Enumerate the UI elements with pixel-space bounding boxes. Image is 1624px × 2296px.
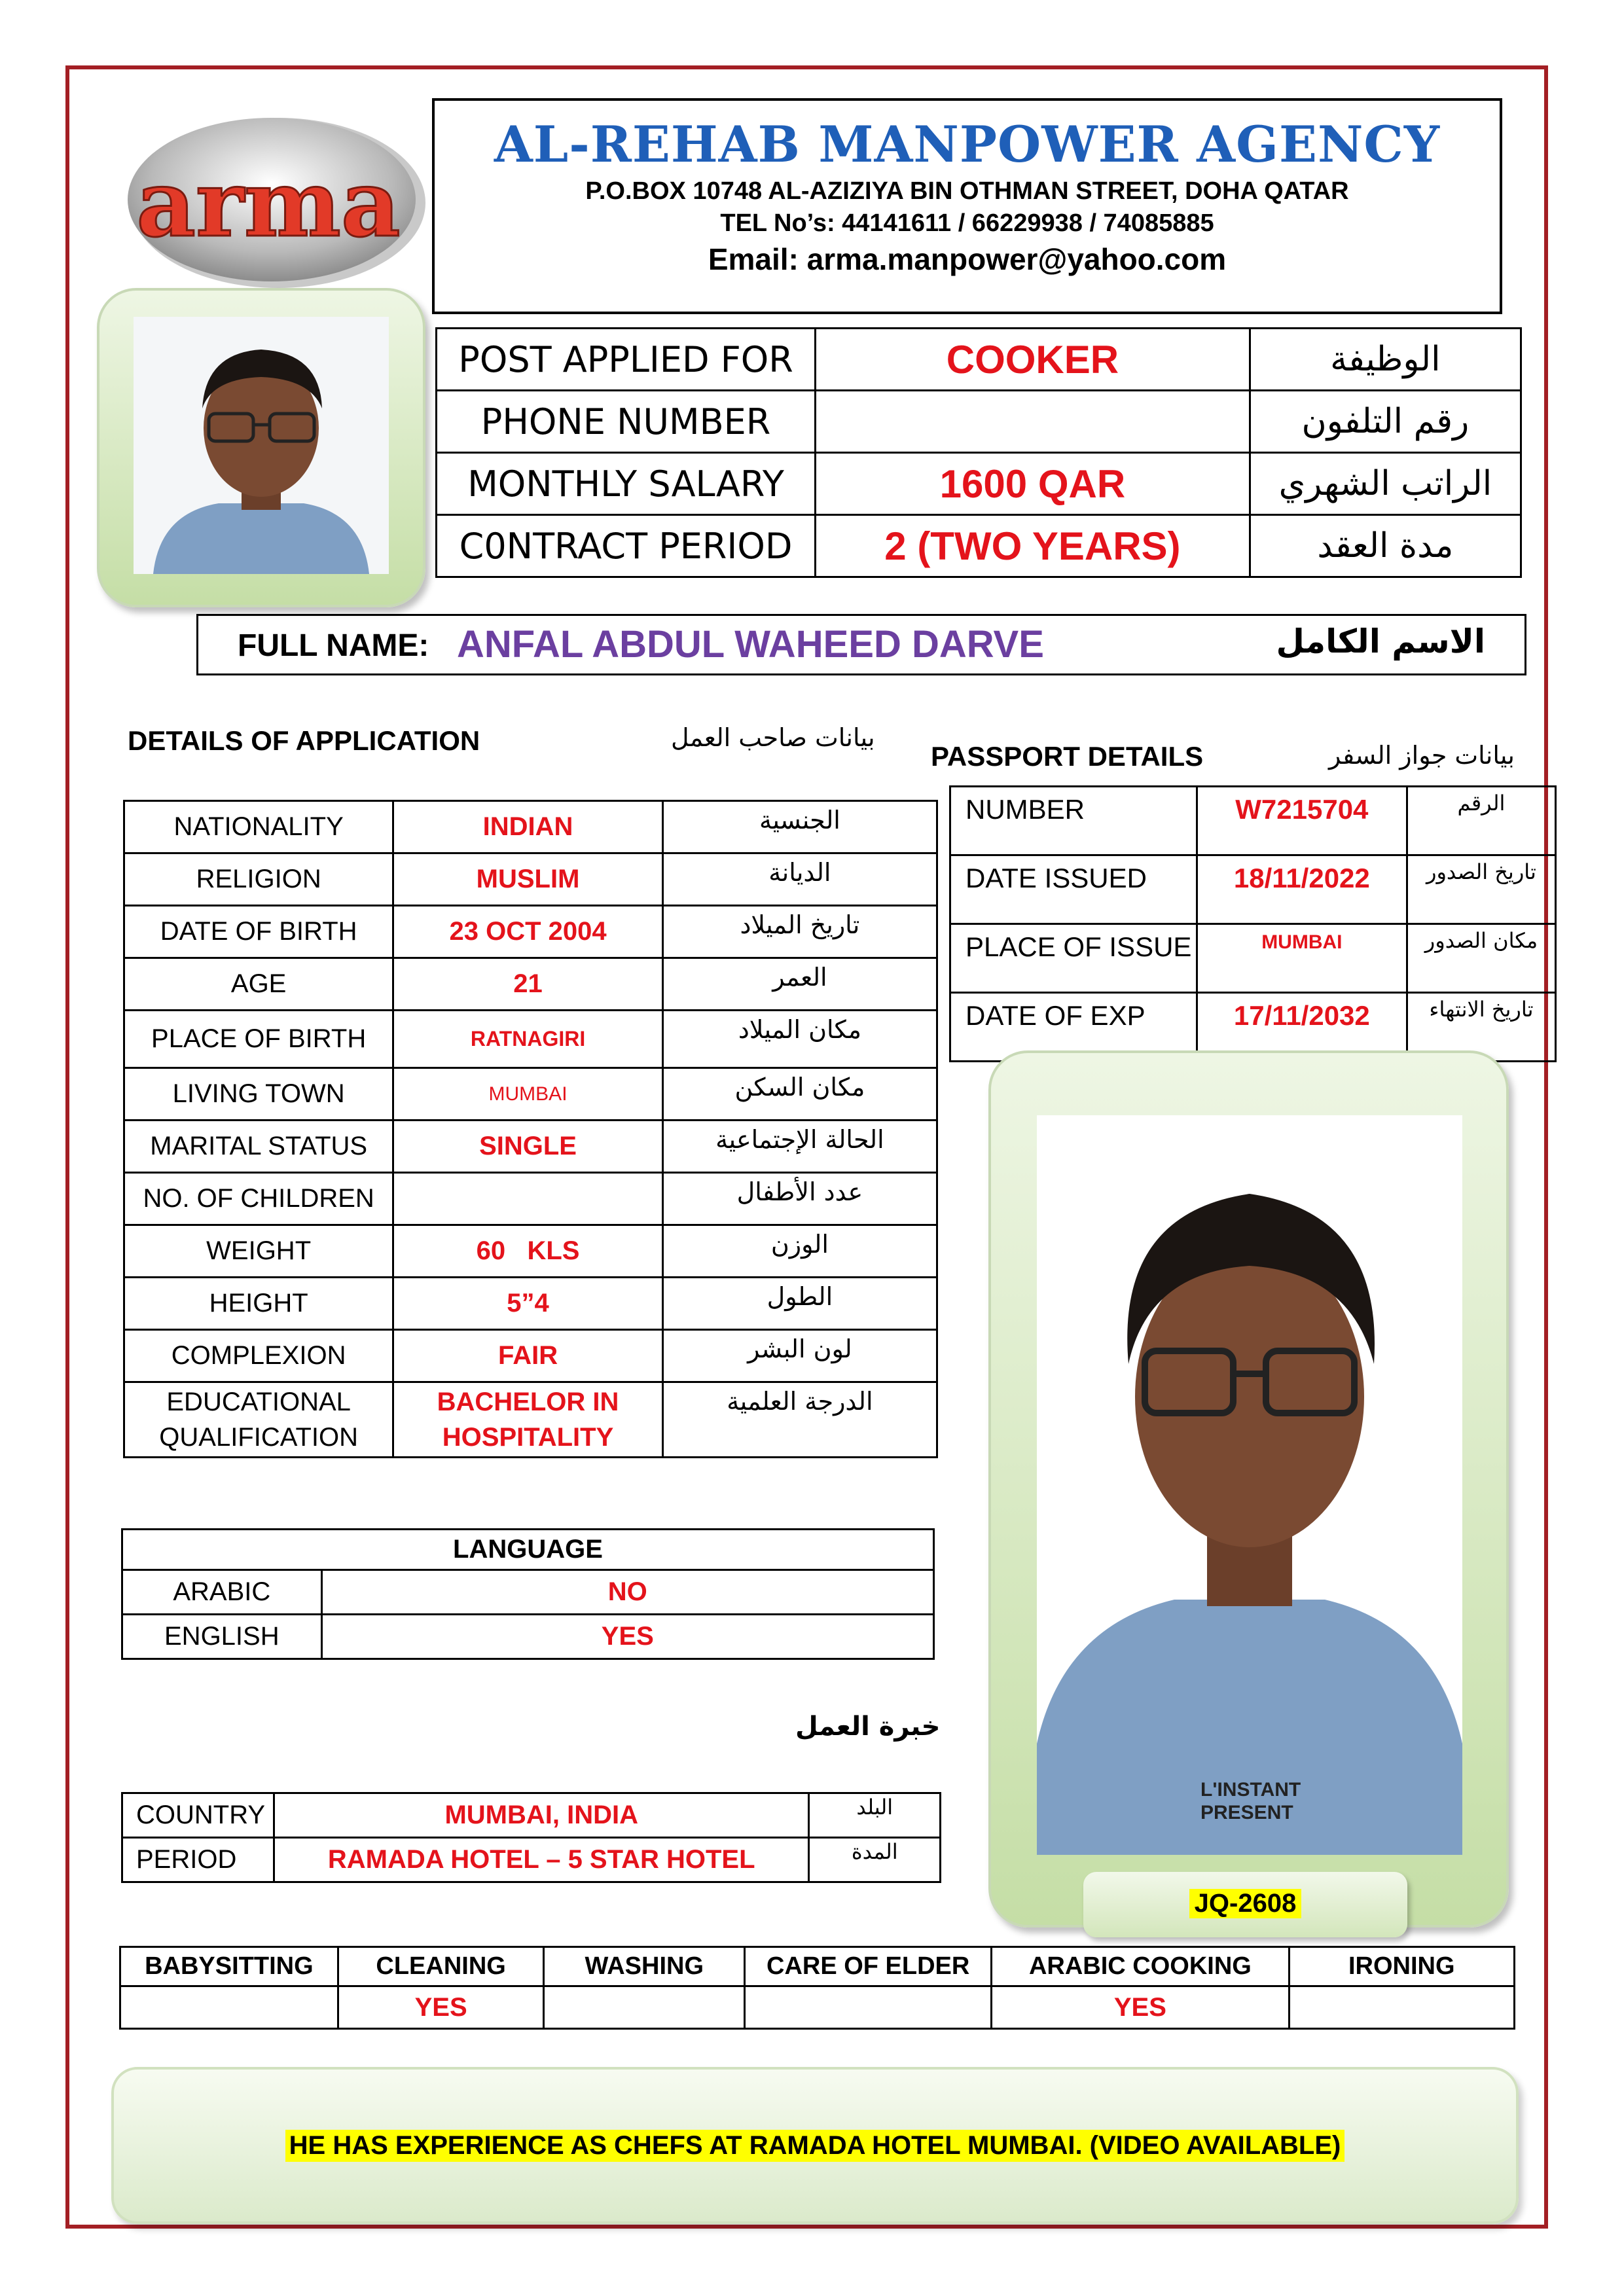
agency-name: AL-REHAB MANPOWER AGENCY xyxy=(494,115,1441,173)
language-table xyxy=(121,1528,935,1660)
table-row xyxy=(122,1838,941,1882)
skill-header: WASHING xyxy=(544,1947,745,1986)
passport-label: DATE OF EXP xyxy=(950,993,1197,1062)
skill-value xyxy=(120,1986,338,2029)
summary-label: MONTHLY SALARY xyxy=(437,453,816,515)
detail-label: AGE xyxy=(124,958,393,1011)
passport-arabic: مكان الصدور xyxy=(1407,924,1555,993)
experience-note: HE HAS EXPERIENCE AS CHEFS AT RAMADA HOTEL MUMBAI. (VIDEO AVAILABLE) xyxy=(285,2130,1345,2162)
summary-label: POST APPLIED FOR xyxy=(437,329,816,391)
person-portrait-small xyxy=(134,317,389,574)
skill-header: CARE OF ELDER xyxy=(745,1947,992,1986)
experience-value: RAMADA HOTEL – 5 STAR HOTEL xyxy=(274,1838,809,1882)
language-title: LANGUAGE xyxy=(122,1530,934,1570)
summary-arabic: الوظيفة xyxy=(1250,329,1521,391)
detail-label: DATE OF BIRTH xyxy=(124,906,393,958)
small-photo xyxy=(134,317,389,574)
table-row xyxy=(950,855,1556,924)
passport-title: PASSPORT DETAILS xyxy=(931,741,1204,772)
detail-value: RATNAGIRI xyxy=(393,1011,663,1068)
passport-value: MUMBAI xyxy=(1197,924,1407,993)
summary-label: PHONE NUMBER xyxy=(437,391,816,453)
language-label: ENGLISH xyxy=(122,1615,322,1659)
detail-label: NATIONALITY xyxy=(124,801,393,853)
detail-value: SINGLE xyxy=(393,1121,663,1173)
detail-arabic: مكان السكن xyxy=(662,1068,937,1121)
experience-value: MUMBAI, INDIA xyxy=(274,1793,809,1838)
detail-value: BACHELOR IN HOSPITALITY xyxy=(393,1382,663,1458)
large-photo xyxy=(1037,1115,1462,1855)
detail-arabic: الطول xyxy=(662,1278,937,1330)
detail-value: 5”4 xyxy=(393,1278,663,1330)
table-row xyxy=(437,391,1521,453)
detail-arabic: مكان الميلاد xyxy=(662,1011,937,1068)
table-row xyxy=(120,1947,1515,1986)
detail-label: COMPLEXION xyxy=(124,1330,393,1382)
table-row xyxy=(437,453,1521,515)
table-row xyxy=(124,1225,937,1278)
table-row xyxy=(950,924,1556,993)
detail-label: HEIGHT xyxy=(124,1278,393,1330)
detail-label: NO. OF CHILDREN xyxy=(124,1173,393,1225)
full-name-box xyxy=(196,614,1526,675)
table-row xyxy=(122,1793,941,1838)
detail-value: MUSLIM xyxy=(393,853,663,906)
application-details-table xyxy=(123,800,938,1458)
skill-header: CLEANING xyxy=(338,1947,544,1986)
passport-value: W7215704 xyxy=(1197,787,1407,855)
detail-value: 21 xyxy=(393,958,663,1011)
full-name-arabic: الاسم الكامل xyxy=(1276,622,1485,660)
passport-label: NUMBER xyxy=(950,787,1197,855)
table-row xyxy=(120,1986,1515,2029)
agency-tel: TEL No’s: 44141611 / 66229938 / 74085885 xyxy=(720,209,1214,237)
table-row xyxy=(437,515,1521,577)
detail-value: FAIR xyxy=(393,1330,663,1382)
skills-table xyxy=(119,1946,1515,2030)
person-portrait-large xyxy=(1037,1115,1462,1855)
passport-details-table xyxy=(949,785,1557,1062)
summary-label: C0NTRACT PERIOD xyxy=(437,515,816,577)
table-row xyxy=(124,1173,937,1225)
experience-arabic: المدة xyxy=(809,1838,941,1882)
detail-label: RELIGION xyxy=(124,853,393,906)
skill-value xyxy=(745,1986,992,2029)
detail-arabic: العمر xyxy=(662,958,937,1011)
table-row xyxy=(124,958,937,1011)
detail-arabic: الديانة xyxy=(662,853,937,906)
experience-note-box xyxy=(111,2067,1519,2224)
passport-arabic: تاريخ الانتهاء xyxy=(1407,993,1555,1062)
experience-title-arabic: خبرة العمل xyxy=(795,1712,941,1742)
summary-value: 2 (TWO YEARS) xyxy=(816,515,1250,577)
detail-arabic: عدد الأطفال xyxy=(662,1173,937,1225)
passport-title-arabic: بيانات جواز السفر xyxy=(1329,741,1515,770)
skill-value xyxy=(544,1986,745,2029)
passport-arabic: الرقم xyxy=(1407,787,1555,855)
logo-text: arma xyxy=(136,151,401,258)
detail-arabic: لون البشر xyxy=(662,1330,937,1382)
experience-table xyxy=(121,1792,941,1883)
table-row xyxy=(124,1330,937,1382)
agency-address: P.O.BOX 10748 AL-AZIZIYA BIN OTHMAN STREET, DOHA QATAR xyxy=(585,177,1349,205)
large-photo-frame xyxy=(988,1050,1509,1928)
passport-value: 18/11/2022 xyxy=(1197,855,1407,924)
agency-email: Email: arma.manpower@yahoo.com xyxy=(708,242,1227,276)
table-row xyxy=(124,906,937,958)
table-row xyxy=(122,1530,934,1570)
table-row xyxy=(122,1615,934,1659)
skill-header: BABYSITTING xyxy=(120,1947,338,1986)
table-row xyxy=(950,787,1556,855)
passport-label: DATE ISSUED xyxy=(950,855,1197,924)
summary-value xyxy=(816,391,1250,453)
experience-label: PERIOD xyxy=(122,1838,274,1882)
passport-arabic: تاريخ الصدور xyxy=(1407,855,1555,924)
detail-value xyxy=(393,1173,663,1225)
skill-value: YES xyxy=(338,1986,544,2029)
detail-value: 23 OCT 2004 xyxy=(393,906,663,958)
summary-value: COOKER xyxy=(816,329,1250,391)
summary-arabic: الراتب الشهري xyxy=(1250,453,1521,515)
detail-arabic: الدرجة العلمية xyxy=(662,1382,937,1458)
application-title-arabic: بيانات صاحب العمل xyxy=(671,723,875,752)
application-title: DETAILS OF APPLICATION xyxy=(128,725,480,756)
detail-value: MUMBAI xyxy=(393,1068,663,1121)
summary-value: 1600 QAR xyxy=(816,453,1250,515)
detail-label: EDUCATIONAL QUALIFICATION xyxy=(124,1382,393,1458)
reference-code: JQ-2608 xyxy=(1189,1889,1302,1918)
reference-tag xyxy=(1083,1872,1407,1937)
table-row xyxy=(124,1382,937,1458)
table-row xyxy=(124,1011,937,1068)
detail-label: WEIGHT xyxy=(124,1225,393,1278)
full-name-label: FULL NAME: xyxy=(238,628,429,663)
detail-label: MARITAL STATUS xyxy=(124,1121,393,1173)
detail-arabic: تاريخ الميلاد xyxy=(662,906,937,958)
agency-logo xyxy=(121,105,429,295)
detail-label: PLACE OF BIRTH xyxy=(124,1011,393,1068)
table-row xyxy=(124,1278,937,1330)
detail-value: 60 KLS xyxy=(393,1225,663,1278)
passport-label: PLACE OF ISSUE xyxy=(950,924,1197,993)
shirt-print: PRESENT xyxy=(1200,1802,1293,1823)
experience-arabic: البلد xyxy=(809,1793,941,1838)
language-value: NO xyxy=(321,1570,933,1615)
agency-header xyxy=(432,98,1502,314)
skill-value: YES xyxy=(992,1986,1289,2029)
passport-value: 17/11/2032 xyxy=(1197,993,1407,1062)
table-row xyxy=(124,853,937,906)
summary-arabic: مدة العقد xyxy=(1250,515,1521,577)
summary-arabic: رقم التلفون xyxy=(1250,391,1521,453)
experience-label: COUNTRY xyxy=(122,1793,274,1838)
skill-value xyxy=(1289,1986,1515,2029)
table-row xyxy=(124,1121,937,1173)
language-value: YES xyxy=(321,1615,933,1659)
table-row xyxy=(122,1570,934,1615)
full-name-value: ANFAL ABDUL WAHEED DARVE xyxy=(457,623,1044,666)
table-row xyxy=(124,801,937,853)
table-row xyxy=(124,1068,937,1121)
detail-arabic: الحالة الإجتماعية xyxy=(662,1121,937,1173)
shirt-print: L'INSTANT xyxy=(1200,1779,1301,1801)
detail-arabic: الجنسية xyxy=(662,801,937,853)
skill-header: IRONING xyxy=(1289,1947,1515,1986)
job-summary-table xyxy=(435,327,1522,578)
language-label: ARABIC xyxy=(122,1570,322,1615)
skill-header: ARABIC COOKING xyxy=(992,1947,1289,1986)
table-row xyxy=(437,329,1521,391)
small-photo-frame xyxy=(97,288,425,607)
detail-arabic: الوزن xyxy=(662,1225,937,1278)
detail-label: LIVING TOWN xyxy=(124,1068,393,1121)
detail-value: INDIAN xyxy=(393,801,663,853)
